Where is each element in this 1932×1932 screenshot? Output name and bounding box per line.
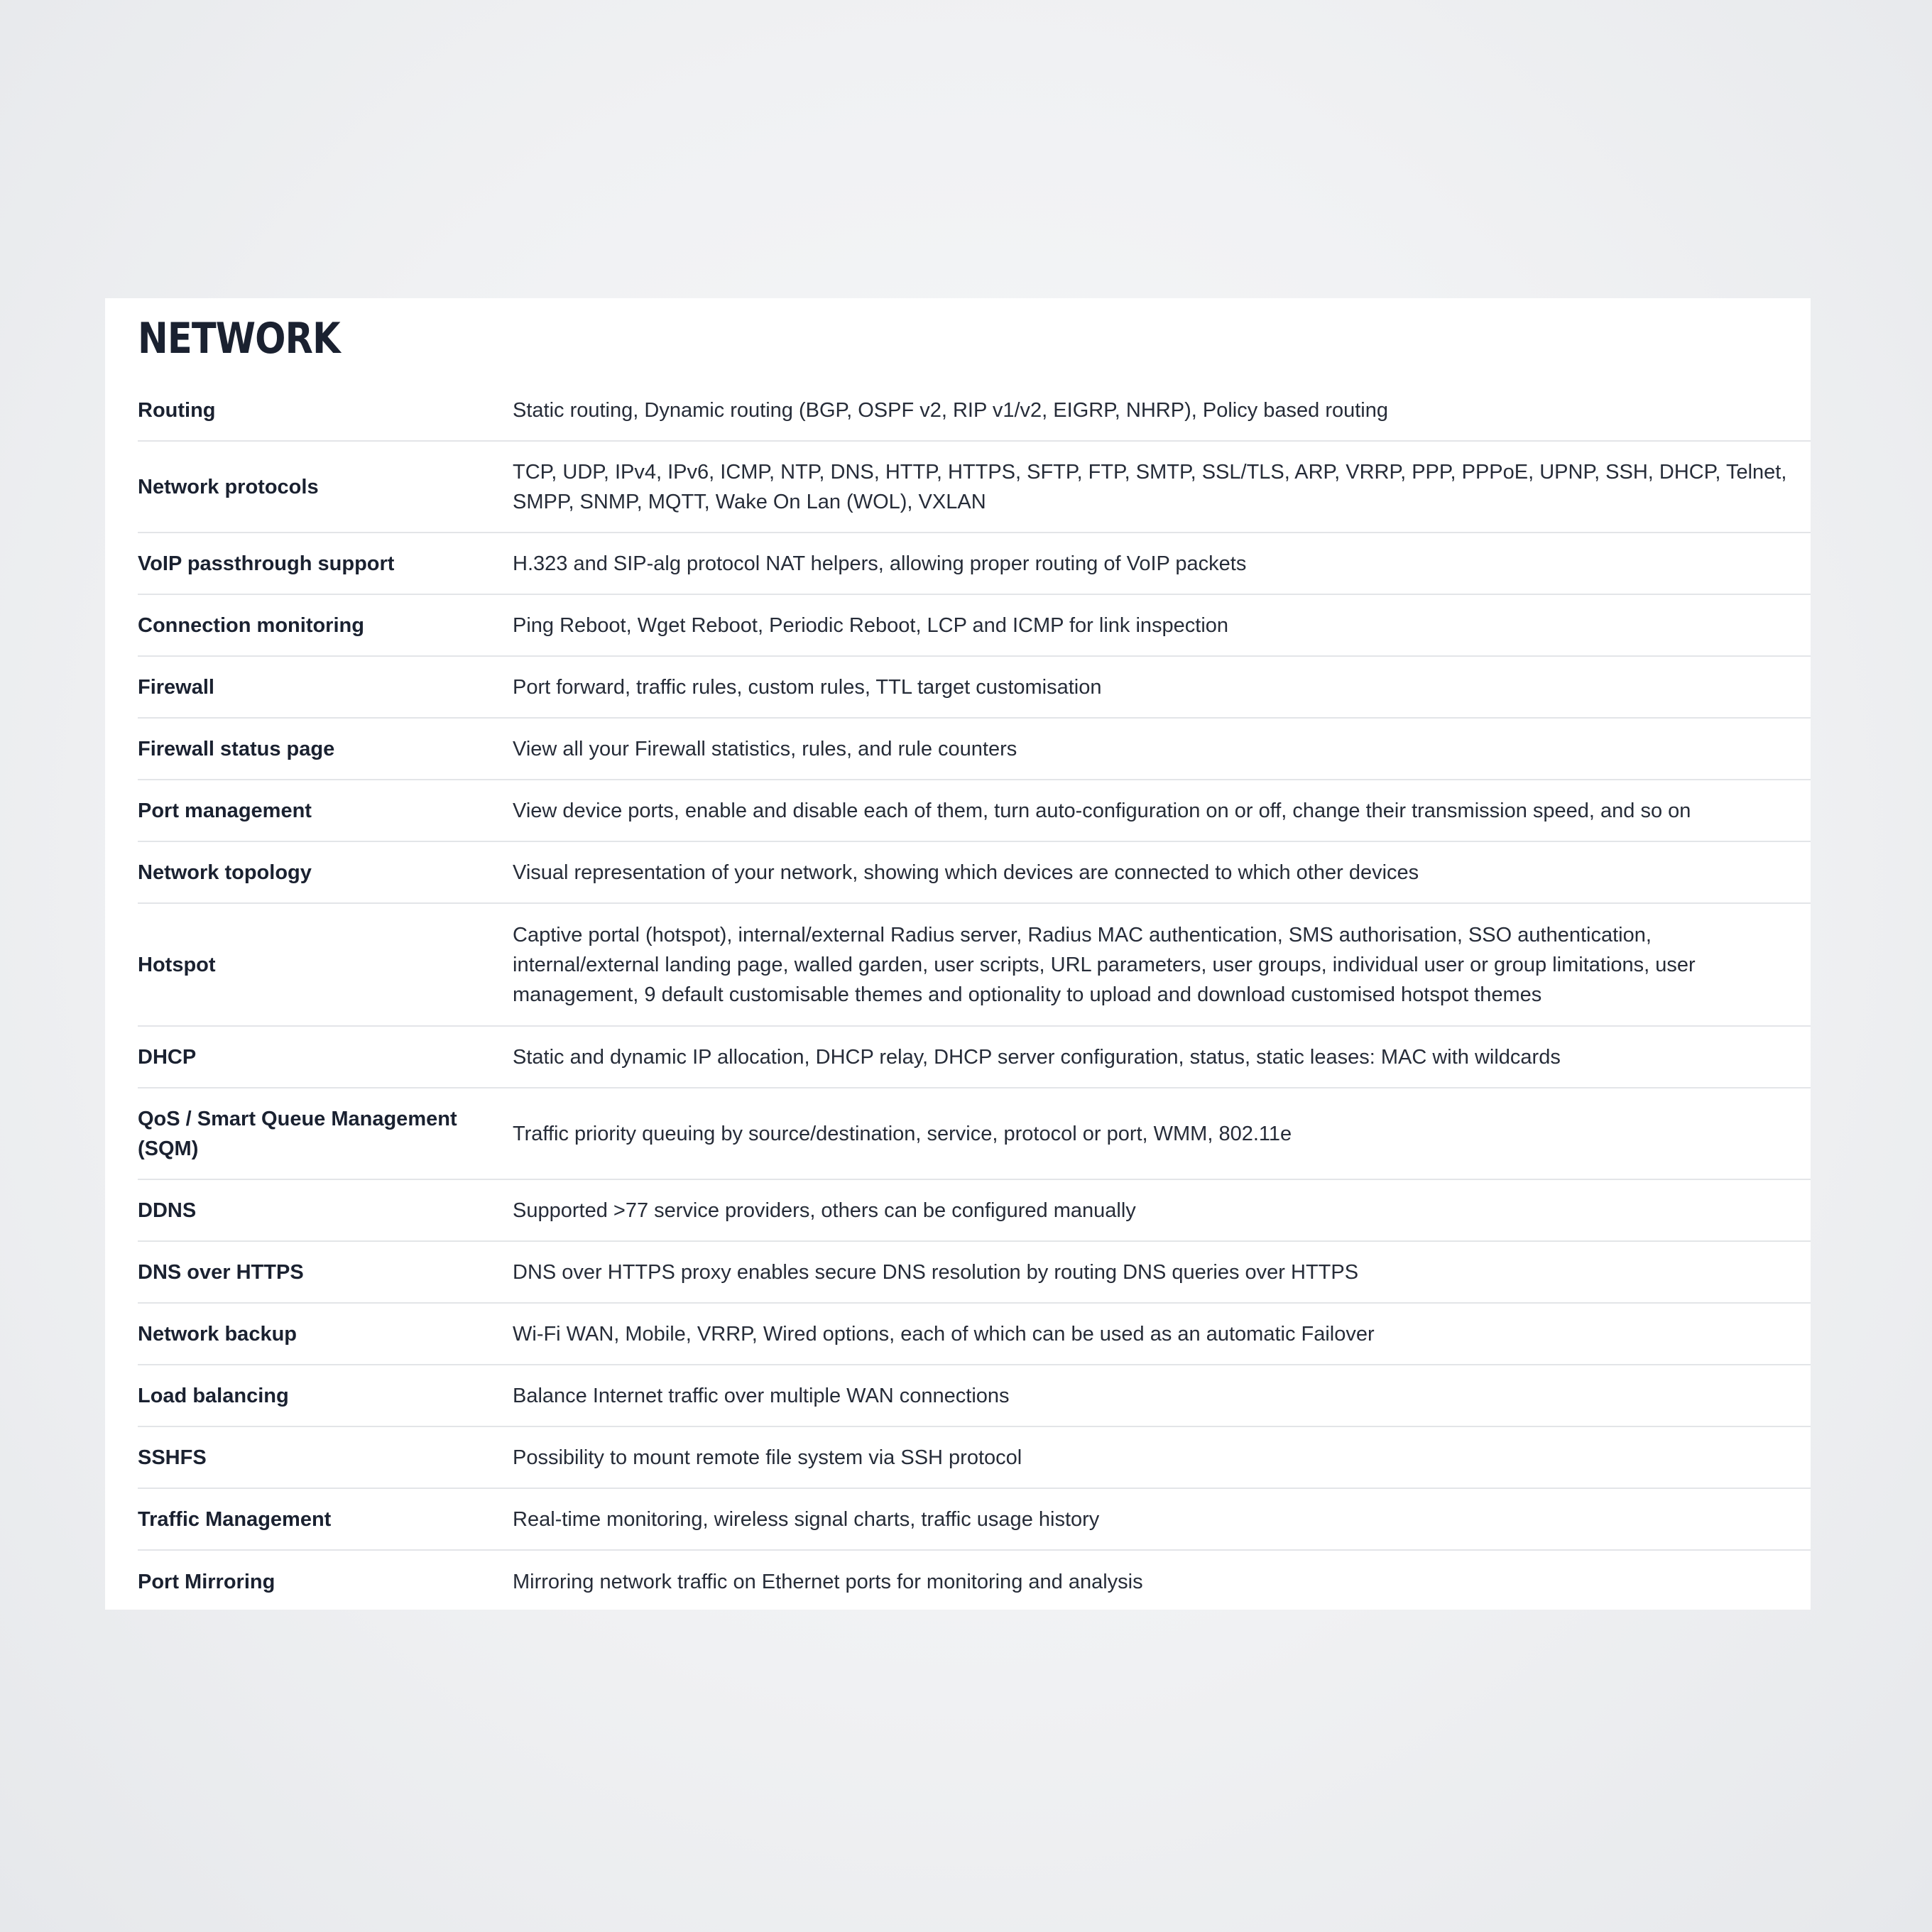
spec-label: Routing bbox=[138, 398, 216, 422]
spec-row-ddns bbox=[138, 1180, 1811, 1242]
spec-label: Firewall bbox=[138, 675, 214, 699]
spec-row-port-mirroring bbox=[138, 1551, 1811, 1612]
spec-label: DNS over HTTPS bbox=[138, 1260, 304, 1284]
spec-row-network-backup bbox=[138, 1304, 1811, 1365]
spec-value: Static and dynamic IP allocation, DHCP relay, DHCP server configuration, status, static leases: MAC with wildcards bbox=[513, 1045, 1561, 1069]
section-title: NETWORK bbox=[138, 314, 340, 364]
spec-label: Firewall status page bbox=[138, 737, 335, 760]
spec-table bbox=[138, 380, 1811, 1612]
spec-row-load-balancing bbox=[138, 1365, 1811, 1427]
spec-value: Static routing, Dynamic routing (BGP, OSPF v2, RIP v1/v2, EIGRP, NHRP), Policy based routing bbox=[513, 398, 1389, 422]
spec-value: DNS over HTTPS proxy enables secure DNS resolution by routing DNS queries over HTTPS bbox=[513, 1260, 1359, 1284]
spec-label: SSHFS bbox=[138, 1446, 207, 1469]
spec-value: Visual representation of your network, showing which devices are connected to which other devices bbox=[513, 861, 1419, 884]
spec-value: View all your Firewall statistics, rules, and rule counters bbox=[513, 737, 1017, 760]
spec-label: Network topology bbox=[138, 861, 312, 884]
spec-value: Captive portal (hotspot), internal/external Radius server, Radius MAC authentication, SMS authorisation, SSO authentication, internal/external landing page, walled garden, user scripts, URL parameters, user groups, individual user or group limitations, user management, 9 default customisable themes and optionality to upload and download customised hotspot themes bbox=[513, 923, 1696, 1006]
spec-label: QoS / Smart Queue Management (SQM) bbox=[138, 1107, 457, 1160]
spec-card bbox=[105, 298, 1811, 1610]
spec-value: Balance Internet traffic over multiple WAN connections bbox=[513, 1384, 1010, 1407]
spec-label: Network protocols bbox=[138, 475, 319, 498]
spec-value: Port forward, traffic rules, custom rules, TTL target customisation bbox=[513, 675, 1102, 699]
spec-label: Port Mirroring bbox=[138, 1570, 275, 1593]
spec-label: Connection monitoring bbox=[138, 613, 364, 637]
spec-value: Supported >77 service providers, others can be configured manually bbox=[513, 1199, 1136, 1222]
spec-label: Network backup bbox=[138, 1322, 297, 1346]
spec-label: Traffic Management bbox=[138, 1507, 332, 1531]
spec-row-firewall-status-page bbox=[138, 719, 1811, 780]
spec-row-network-protocols bbox=[138, 442, 1811, 533]
spec-value: Real-time monitoring, wireless signal charts, traffic usage history bbox=[513, 1507, 1100, 1531]
spec-value: TCP, UDP, IPv4, IPv6, ICMP, NTP, DNS, HTTP, HTTPS, SFTP, FTP, SMTP, SSL/TLS, ARP, VRRP, PPP, PPPoE, UPNP, SSH, DHCP, Telnet, SMPP, SNMP, MQTT, Wake On Lan (WOL), VXLAN bbox=[513, 460, 1787, 513]
spec-row-routing bbox=[138, 380, 1811, 442]
spec-label: VoIP passthrough support bbox=[138, 552, 395, 575]
spec-row-dns-over-https bbox=[138, 1242, 1811, 1304]
spec-label: Port management bbox=[138, 799, 312, 822]
spec-label: Hotspot bbox=[138, 953, 216, 976]
spec-value: Possibility to mount remote file system via SSH protocol bbox=[513, 1446, 1022, 1469]
spec-value: Ping Reboot, Wget Reboot, Periodic Reboot, LCP and ICMP for link inspection bbox=[513, 613, 1229, 637]
spec-value: View device ports, enable and disable each of them, turn auto-configuration on or off, change their transmission speed, and so on bbox=[513, 799, 1691, 822]
spec-value: Wi-Fi WAN, Mobile, VRRP, Wired options, each of which can be used as an automatic Failover bbox=[513, 1322, 1375, 1346]
spec-row-hotspot bbox=[138, 904, 1811, 1027]
spec-label: Load balancing bbox=[138, 1384, 289, 1407]
spec-value: Mirroring network traffic on Ethernet ports for monitoring and analysis bbox=[513, 1570, 1143, 1593]
spec-value: H.323 and SIP-alg protocol NAT helpers, allowing proper routing of VoIP packets bbox=[513, 552, 1247, 575]
spec-row-voip-passthrough bbox=[138, 533, 1811, 595]
spec-row-dhcp bbox=[138, 1027, 1811, 1088]
spec-row-port-management bbox=[138, 780, 1811, 842]
spec-row-connection-monitoring bbox=[138, 595, 1811, 657]
spec-label: DDNS bbox=[138, 1199, 197, 1222]
spec-row-network-topology bbox=[138, 842, 1811, 904]
spec-row-qos-sqm bbox=[138, 1088, 1811, 1180]
spec-row-firewall bbox=[138, 657, 1811, 719]
spec-row-sshfs bbox=[138, 1427, 1811, 1489]
spec-value: Traffic priority queuing by source/destination, service, protocol or port, WMM, 802.11e bbox=[513, 1122, 1292, 1145]
spec-row-traffic-management bbox=[138, 1489, 1811, 1551]
spec-label: DHCP bbox=[138, 1045, 197, 1069]
